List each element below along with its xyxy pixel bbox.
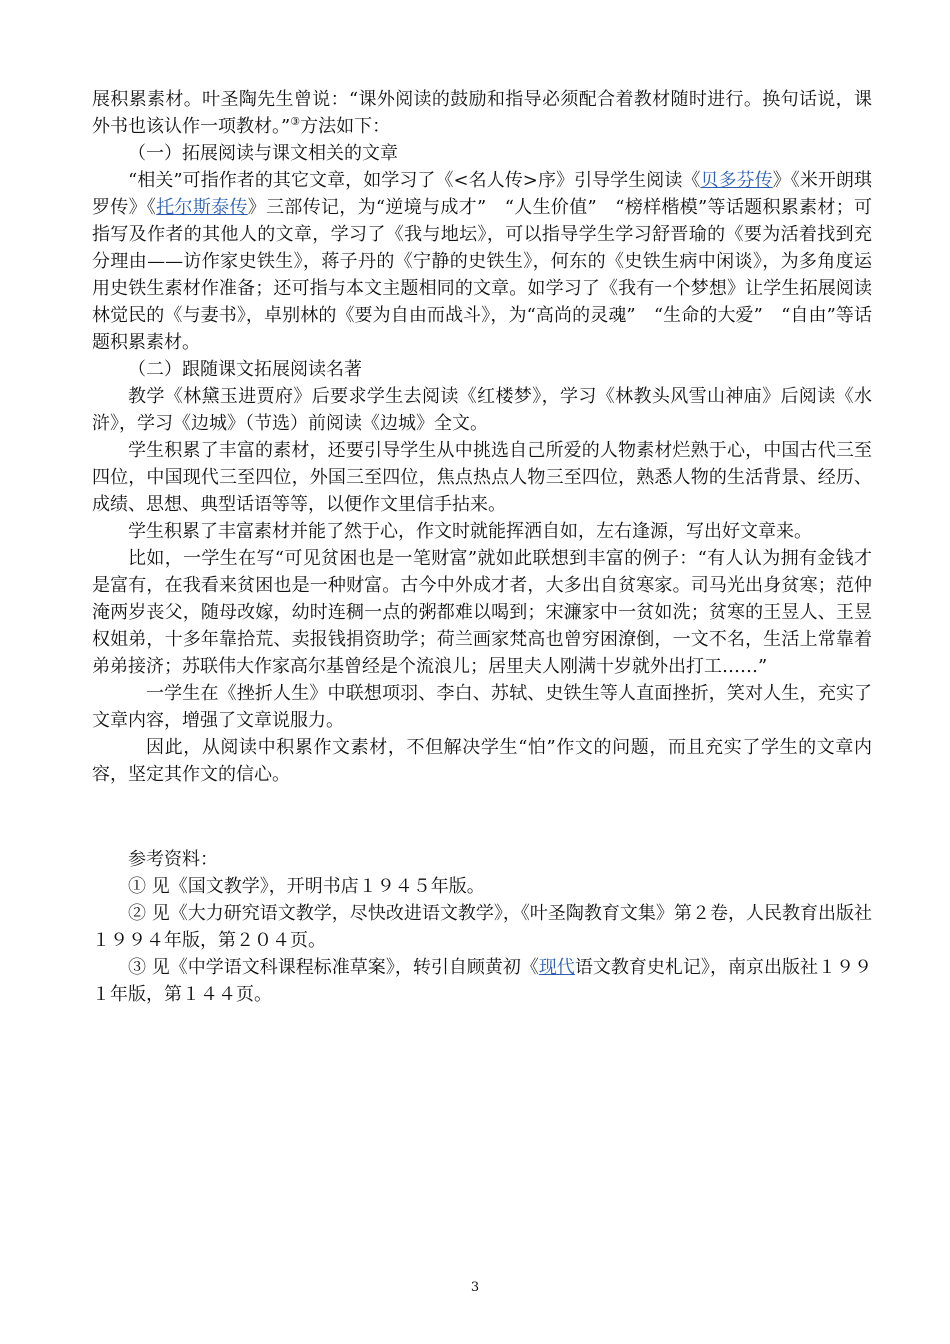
reference-2: ② 见《大力研究语文教学，尽快改进语文教学》，《叶圣陶教育文集》第２卷，人民教育出版社１９９４年版，第２０４页。 [92, 903, 872, 951]
page-number: 3 [470, 1280, 480, 1295]
link-beethoven-biography[interactable]: 贝多芬传 [700, 170, 773, 191]
related-text-c: 》三部传记，为“逆境与成才” “人生价值” “榜样楷模”等话题积累素材；可指写及作者的其他人的文章，学习了《我与地坛》，可以指导学生学习舒晋瑜的《要为活着找到充分理由——访作家史铁生》，蒋子丹的《宁静的史铁生》，何东的《史铁生病中闲谈》，为多角度运用史铁生素材作准备；还可指与本文主题相同的文章。如学习了《我有一个梦想》让学生拓展阅读林觉民的《与妻书》，卓别林的《要为自由而战斗》，为“高尚的灵魂” “生命的大爱” “自由”等话题积累素材。 [92, 197, 873, 353]
references-title: 参考资料： [128, 849, 218, 870]
classics-paragraph: 教学《林黛玉进贾府》后要求学生去阅读《红楼梦》，学习《林教头风雪山神庙》后阅读《水浒》，学习《边城》（节选）前阅读《边城》全文。 [92, 386, 872, 434]
fluent-paragraph: 学生积累了丰富素材并能了然于心，作文时就能挥洒自如，左右逢源，写出好文章来。 [128, 521, 812, 542]
reference-3-text-a: ③ 见《中学语文科课程标准草案》，转引自顾黄初《 [128, 957, 539, 978]
setback-paragraph: 一学生在《挫折人生》中联想项羽、李白、苏轼、史铁生等人直面挫折，笑对人生，充实了文章内容，增强了文章说服力。 [92, 683, 872, 731]
footnote-marker: ③ [290, 115, 301, 128]
link-tolstoy-biography[interactable]: 托尔斯泰传 [156, 197, 248, 218]
reference-1: ① 见《国文教学》，开明书店１９４５年版。 [128, 876, 485, 897]
material-paragraph: 学生积累了丰富的素材，还要引导学生从中挑选自己所爱的人物素材烂熟于心，中国古代三至四位，中国现代三至四位，外国三至四位，焦点热点人物三至四位，熟悉人物的生活背景、经历、成绩、思想、典型话语等等，以便作文里信手拈来。 [92, 440, 872, 515]
intro-text-end: 方法如下： [300, 116, 391, 137]
related-text-b: 》《米开朗琪罗传》《 [92, 170, 872, 218]
related-text-a: “相关”可指作者的其它文章，如学习了《<名人传>序》引导学生阅读《 [128, 170, 701, 191]
document-body [92, 86, 872, 1008]
related-reading-paragraph [92, 167, 872, 356]
reference-3-text-b: 语文教育史札记》，南京出版社１９９１年版，第１４４页。 [92, 957, 872, 1005]
section-heading-1: （一）拓展阅读与课文相关的文章 [128, 143, 398, 164]
intro-paragraph [92, 86, 872, 140]
reference-3 [92, 954, 872, 1008]
link-modern[interactable]: 现代 [538, 957, 575, 978]
conclusion-paragraph: 因此，从阅读中积累作文素材，不但解决学生“怕”作文的问题，而且充实了学生的文章内容，坚定其作文的信心。 [92, 737, 872, 785]
example-paragraph: 比如，一学生在写“可见贫困也是一笔财富”就如此联想到丰富的例子：“有人认为拥有金钱才是富有，在我看来贫困也是一种财富。古今中外成才者，大多出自贫寒家。司马光出身贫寒；范仲淹两岁丧父，随母改嫁，幼时连稠一点的粥都难以喝到；宋濂家中一贫如洗；贫寒的王昱人、王昱权姐弟，十多年靠拾荒、卖报钱捐资助学；荷兰画家梵高也曾穷困潦倒，一文不名，生活上常靠着弟弟接济；苏联伟大作家高尔基曾经是个流浪儿；居里夫人刚满十岁就外出打工……” [92, 548, 872, 677]
section-spacer [92, 788, 872, 846]
intro-text: 展积累素材。叶圣陶先生曾说：“课外阅读的鼓励和指导必须配合着教材随时进行。换句话说，课外书也该认作一项教材。” [92, 89, 872, 137]
section-heading-2: （二）跟随课文拓展阅读名著 [128, 359, 362, 380]
